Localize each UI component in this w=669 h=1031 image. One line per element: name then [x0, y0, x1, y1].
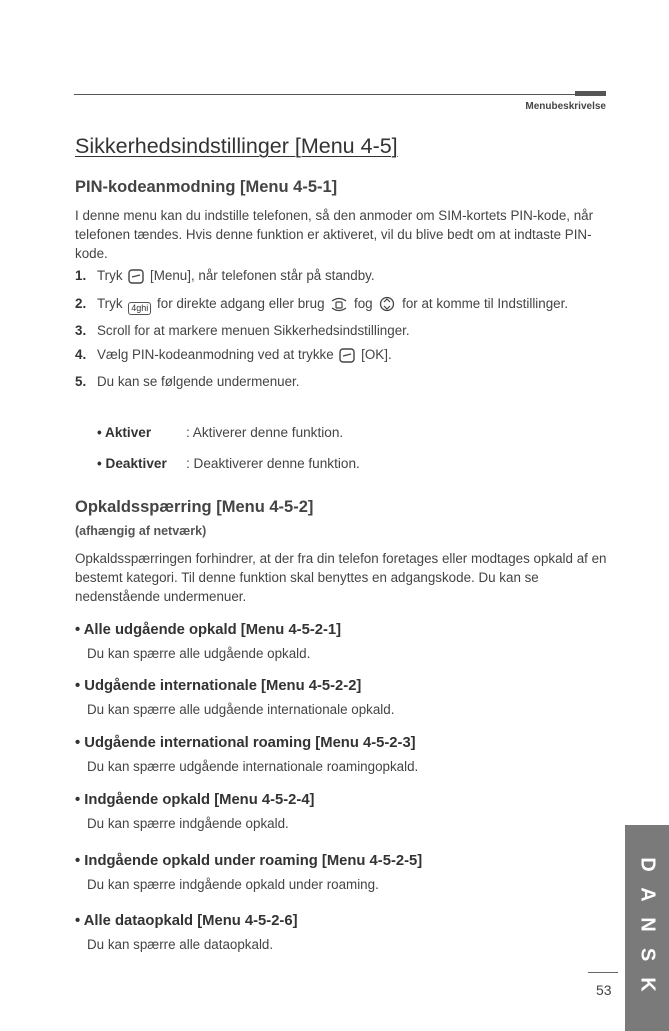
barring-intro: Opkaldsspærringen forhindrer, at der fra din telefon foretages eller modtages opkald af en bestemt kategori. Til denne funktion skal benyttes en adgangskode. Du kan se nedenstående undermenuer. [75, 551, 607, 605]
step-text: Scroll for at markere menuen Sikkerhedsindstillinger. [97, 323, 410, 338]
barring-note: (afhængig af netværk) [75, 524, 207, 538]
step-number: 5. [75, 374, 87, 389]
barring-item [75, 790, 615, 834]
item-title: • Udgående international roaming [Menu 4-5-2-3] [75, 735, 416, 751]
option-name: • Aktiver [97, 425, 152, 440]
side-tab-letter: K [636, 977, 659, 992]
barring-item [75, 676, 615, 720]
step-text: [OK]. [361, 346, 392, 362]
pin-steps [75, 266, 605, 396]
option-aktiver [97, 425, 343, 440]
step-text: Du kan se følgende undermenuer. [97, 374, 300, 389]
step-text: Tryk [97, 268, 123, 283]
barring-item [75, 851, 615, 895]
step-text: for direkte adgang eller brug [157, 295, 325, 311]
running-header: Menubeskrivelse [525, 101, 606, 112]
item-desc: Du kan spærre alle dataopkald. [87, 937, 274, 952]
pin-intro: I denne menu kan du indstille telefonen, så den anmoder om SIM-kortets PIN-kode, når telefonen tændes. Hvis denne funktion er aktiveret, vil du blive bedt om at indtaste PIN-kode. [75, 208, 594, 262]
side-tab-letter: D [636, 857, 659, 872]
item-desc: Du kan spærre indgående opkald. [87, 816, 289, 831]
left-softkey-icon [339, 348, 355, 369]
option-desc: : Aktiverer denne funktion. [186, 425, 344, 440]
item-title: • Indgående opkald under roaming [Menu 4-5-2-5] [75, 853, 423, 869]
side-tab-letter: N [636, 917, 659, 932]
barring-item [75, 733, 615, 777]
item-title: • Udgående internationale [Menu 4-5-2-2] [75, 678, 362, 694]
side-tab-letter: S [636, 947, 659, 962]
side-tab-letter: A [636, 887, 659, 902]
step-text: for at komme til Indstillinger. [402, 295, 569, 311]
option-name: • Deaktiver [97, 456, 167, 471]
item-title: • Alle dataopkald [Menu 4-5-2-6] [75, 913, 298, 929]
key-4-icon: 4ghi [128, 302, 151, 315]
item-desc: Du kan spærre udgående internationale roamingopkald. [87, 759, 419, 774]
step-text: Vælg PIN-kodeanmodning ved at trykke [97, 346, 334, 362]
step-text: [Menu], når telefonen står på standby. [150, 268, 375, 283]
item-desc: Du kan spærre alle udgående internationale opkald. [87, 702, 395, 717]
item-desc: Du kan spærre indgående opkald under roaming. [87, 877, 379, 892]
step-number: 4. [75, 346, 87, 362]
option-deaktiver [97, 456, 360, 471]
left-softkey-icon [128, 269, 144, 290]
step-text: fog [354, 295, 373, 311]
scroll-key-icon [378, 296, 396, 318]
pin-section-title: PIN-kodeanmodning [Menu 4-5-1] [75, 178, 338, 196]
item-title: • Alle udgående opkald [Menu 4-5-2-1] [75, 622, 342, 638]
step-5 [75, 372, 605, 392]
barring-item [75, 911, 615, 955]
navigation-key-icon [330, 297, 348, 318]
step-number: 2. [75, 295, 87, 311]
step-2 [75, 294, 605, 318]
header-rule [74, 94, 606, 95]
step-4 [75, 345, 605, 369]
step-3 [75, 321, 605, 341]
barring-item [75, 620, 615, 664]
language-side-tab [625, 825, 669, 1031]
step-number: 3. [75, 323, 87, 338]
option-desc: : Deaktiverer denne funktion. [186, 456, 360, 471]
step-number: 1. [75, 268, 87, 283]
barring-section-title: Opkaldsspærring [Menu 4-5-2] [75, 498, 314, 516]
section-title: Sikkerhedsindstillinger [Menu 4-5] [75, 134, 398, 158]
step-text: Tryk [97, 295, 123, 311]
page-number-rule [588, 972, 618, 973]
item-title: • Indgående opkald [Menu 4-5-2-4] [75, 792, 315, 808]
step-1 [75, 266, 605, 290]
page-number: 53 [596, 982, 612, 998]
header-accent-bar [575, 91, 606, 96]
item-desc: Du kan spærre alle udgående opkald. [87, 646, 311, 661]
